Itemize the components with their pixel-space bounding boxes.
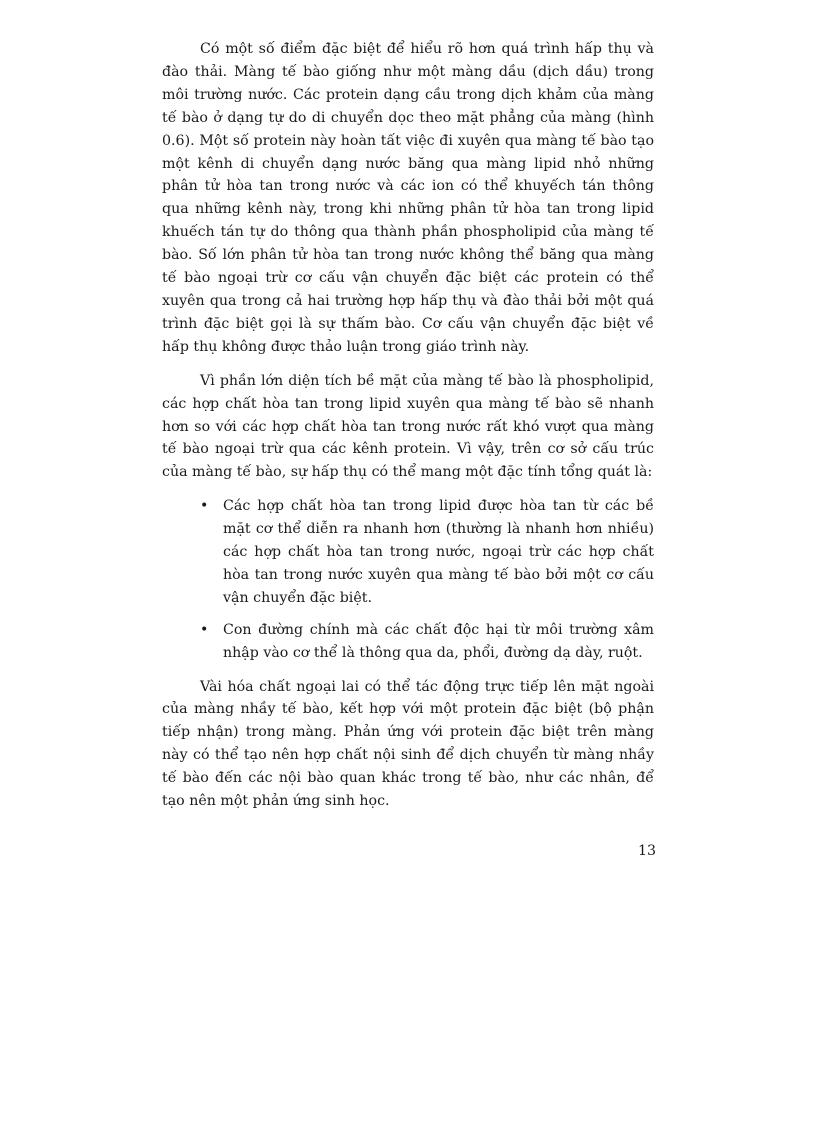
paragraph-absorption-membrane: Có một số điểm đặc biệt để hiểu rõ hơn quá trình hấp thụ và đào thải. Màng tế bào giống như một màng dầu (dịch dầu) trong môi trường nước. Các protein dạng cầu trong dịch khảm của màng tế bào ở dạng tự do di chuyển dọc theo mặt phẳng của màng (hình 0.6). Một số protein này hoàn tất việc đi xuyên qua màng tế bào tạo một kênh di chuyển dạng nước băng qua màng lipid nhỏ những phân tử hòa tan trong nước và các ion có thể khuyếch tán thông qua những kênh này, trong khi những phân tử hòa tan trong lipid khuếch tán tự do thông qua thành phần phospholipid của màng tế bào. Số lớn phân tử hòa tan trong nước không thể băng qua màng tế bào ngoại trừ cơ cấu vận chuyển đặc biệt các protein có thể xuyên qua trong cả hai trường hợp hấp thụ và đào thải bởi một quá trình đặc biệt gọi là sự thấm bào. Cơ cấu vận chuyển đặc biệt về hấp thụ không được thảo luận trong giáo trình này. <box>162 41 654 355</box>
bullet-text: Các hợp chất hòa tan trong lipid được hòa tan từ các bề mặt cơ thể diễn ra nhanh hơn (thường là nhanh hơn nhiều) các hợp chất hòa tan trong nước, ngoại trừ các hợp chất hòa tan trong nước xuyên qua màng tế bào bởi một cơ cấu vận chuyển đặc biệt. <box>223 498 654 606</box>
paragraph-foreign-chemicals: Vài hóa chất ngoại lai có thể tác động trực tiếp lên mặt ngoài của màng nhầy tế bào, kết hợp với một protein đặc biệt (bộ phận tiếp nhận) trong màng. Phản ứng với protein đặc biệt trên màng này có thể tạo nên hợp chất nội sinh để dịch chuyển từ màng nhầy tế bào đến các nội bào quan khác trong tế bào, như các nhân, để tạo nên một phản ứng sinh học. <box>162 678 654 810</box>
bullet-list <box>162 495 654 664</box>
page-number: 13 <box>637 843 656 859</box>
list-item <box>162 619 654 665</box>
bullet-icon: • <box>200 621 209 638</box>
paragraph-phospholipid-surface: Vì phần lớn diện tích bề mặt của màng tế bào là phospholipid, các hợp chất hòa tan trong lipid xuyên qua màng tế bào sẽ nhanh hơn so với các hợp chất hòa tan trong nước rất khó vượt qua màng tế bào ngoại trừ qua các kênh protein. Vì vậy, trên cơ sở cấu trúc của màng tế bào, sự hấp thụ có thể mang một đặc tính tổng quát là: <box>162 372 654 481</box>
page-body <box>162 38 654 824</box>
bullet-text: Con đường chính mà các chất độc hại từ môi trường xâm nhập vào cơ thể là thông qua da, phổi, đường dạ dày, ruột. <box>223 621 654 661</box>
bullet-icon: • <box>200 498 209 515</box>
list-item <box>162 495 654 610</box>
